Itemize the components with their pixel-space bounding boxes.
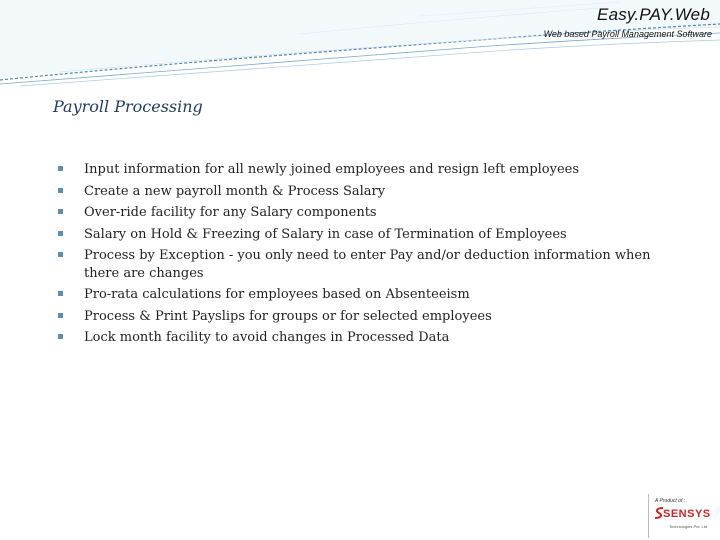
square-bullet-icon xyxy=(58,166,63,171)
bullet-text: Input information for all newly joined employees and resign left employees xyxy=(84,162,580,177)
bullet-item xyxy=(58,161,678,179)
bullet-text: Process by Exception - you only need to enter Pay and/or deduction information when there are changes xyxy=(84,248,651,281)
square-bullet-icon xyxy=(58,291,63,296)
bullet-item xyxy=(58,226,678,244)
company-tagline: Technologies Pvt. Ltd. xyxy=(669,524,709,529)
bullet-item xyxy=(58,204,678,222)
bullet-item xyxy=(58,286,678,304)
product-of-label: A Product of : xyxy=(655,498,686,504)
square-bullet-icon xyxy=(58,209,63,214)
slide-heading: Payroll Processing xyxy=(53,97,203,116)
bullet-text: Salary on Hold & Freezing of Salary in case of Termination of Employees xyxy=(84,226,567,242)
square-bullet-icon xyxy=(58,231,63,236)
bullet-list xyxy=(58,161,678,351)
bullet-text: Lock month facility to avoid changes in Processed Data xyxy=(84,330,450,345)
bullet-item xyxy=(58,308,678,326)
bullet-text: Pro-rata calculations for employees based on Absenteeism xyxy=(84,287,470,302)
bullet-text: Create a new payroll month & Process Salary xyxy=(84,183,386,199)
square-bullet-icon xyxy=(58,334,63,339)
square-bullet-icon xyxy=(58,252,63,257)
bullet-item xyxy=(58,247,678,282)
brand-subtitle: Web based Payroll Management Software xyxy=(543,29,712,39)
bullet-text: Over-ride facility for any Salary components xyxy=(84,205,377,220)
company-logo-box xyxy=(648,494,719,538)
square-bullet-icon xyxy=(58,313,63,318)
bullet-item xyxy=(58,183,678,201)
bullet-text: Process & Print Payslips for groups or for selected employees xyxy=(84,308,492,324)
company-logo-text: SENSYS xyxy=(663,508,711,520)
bullet-item xyxy=(58,329,678,347)
square-bullet-icon xyxy=(58,188,63,193)
brand-title: Easy.PAY.Web xyxy=(597,5,710,24)
